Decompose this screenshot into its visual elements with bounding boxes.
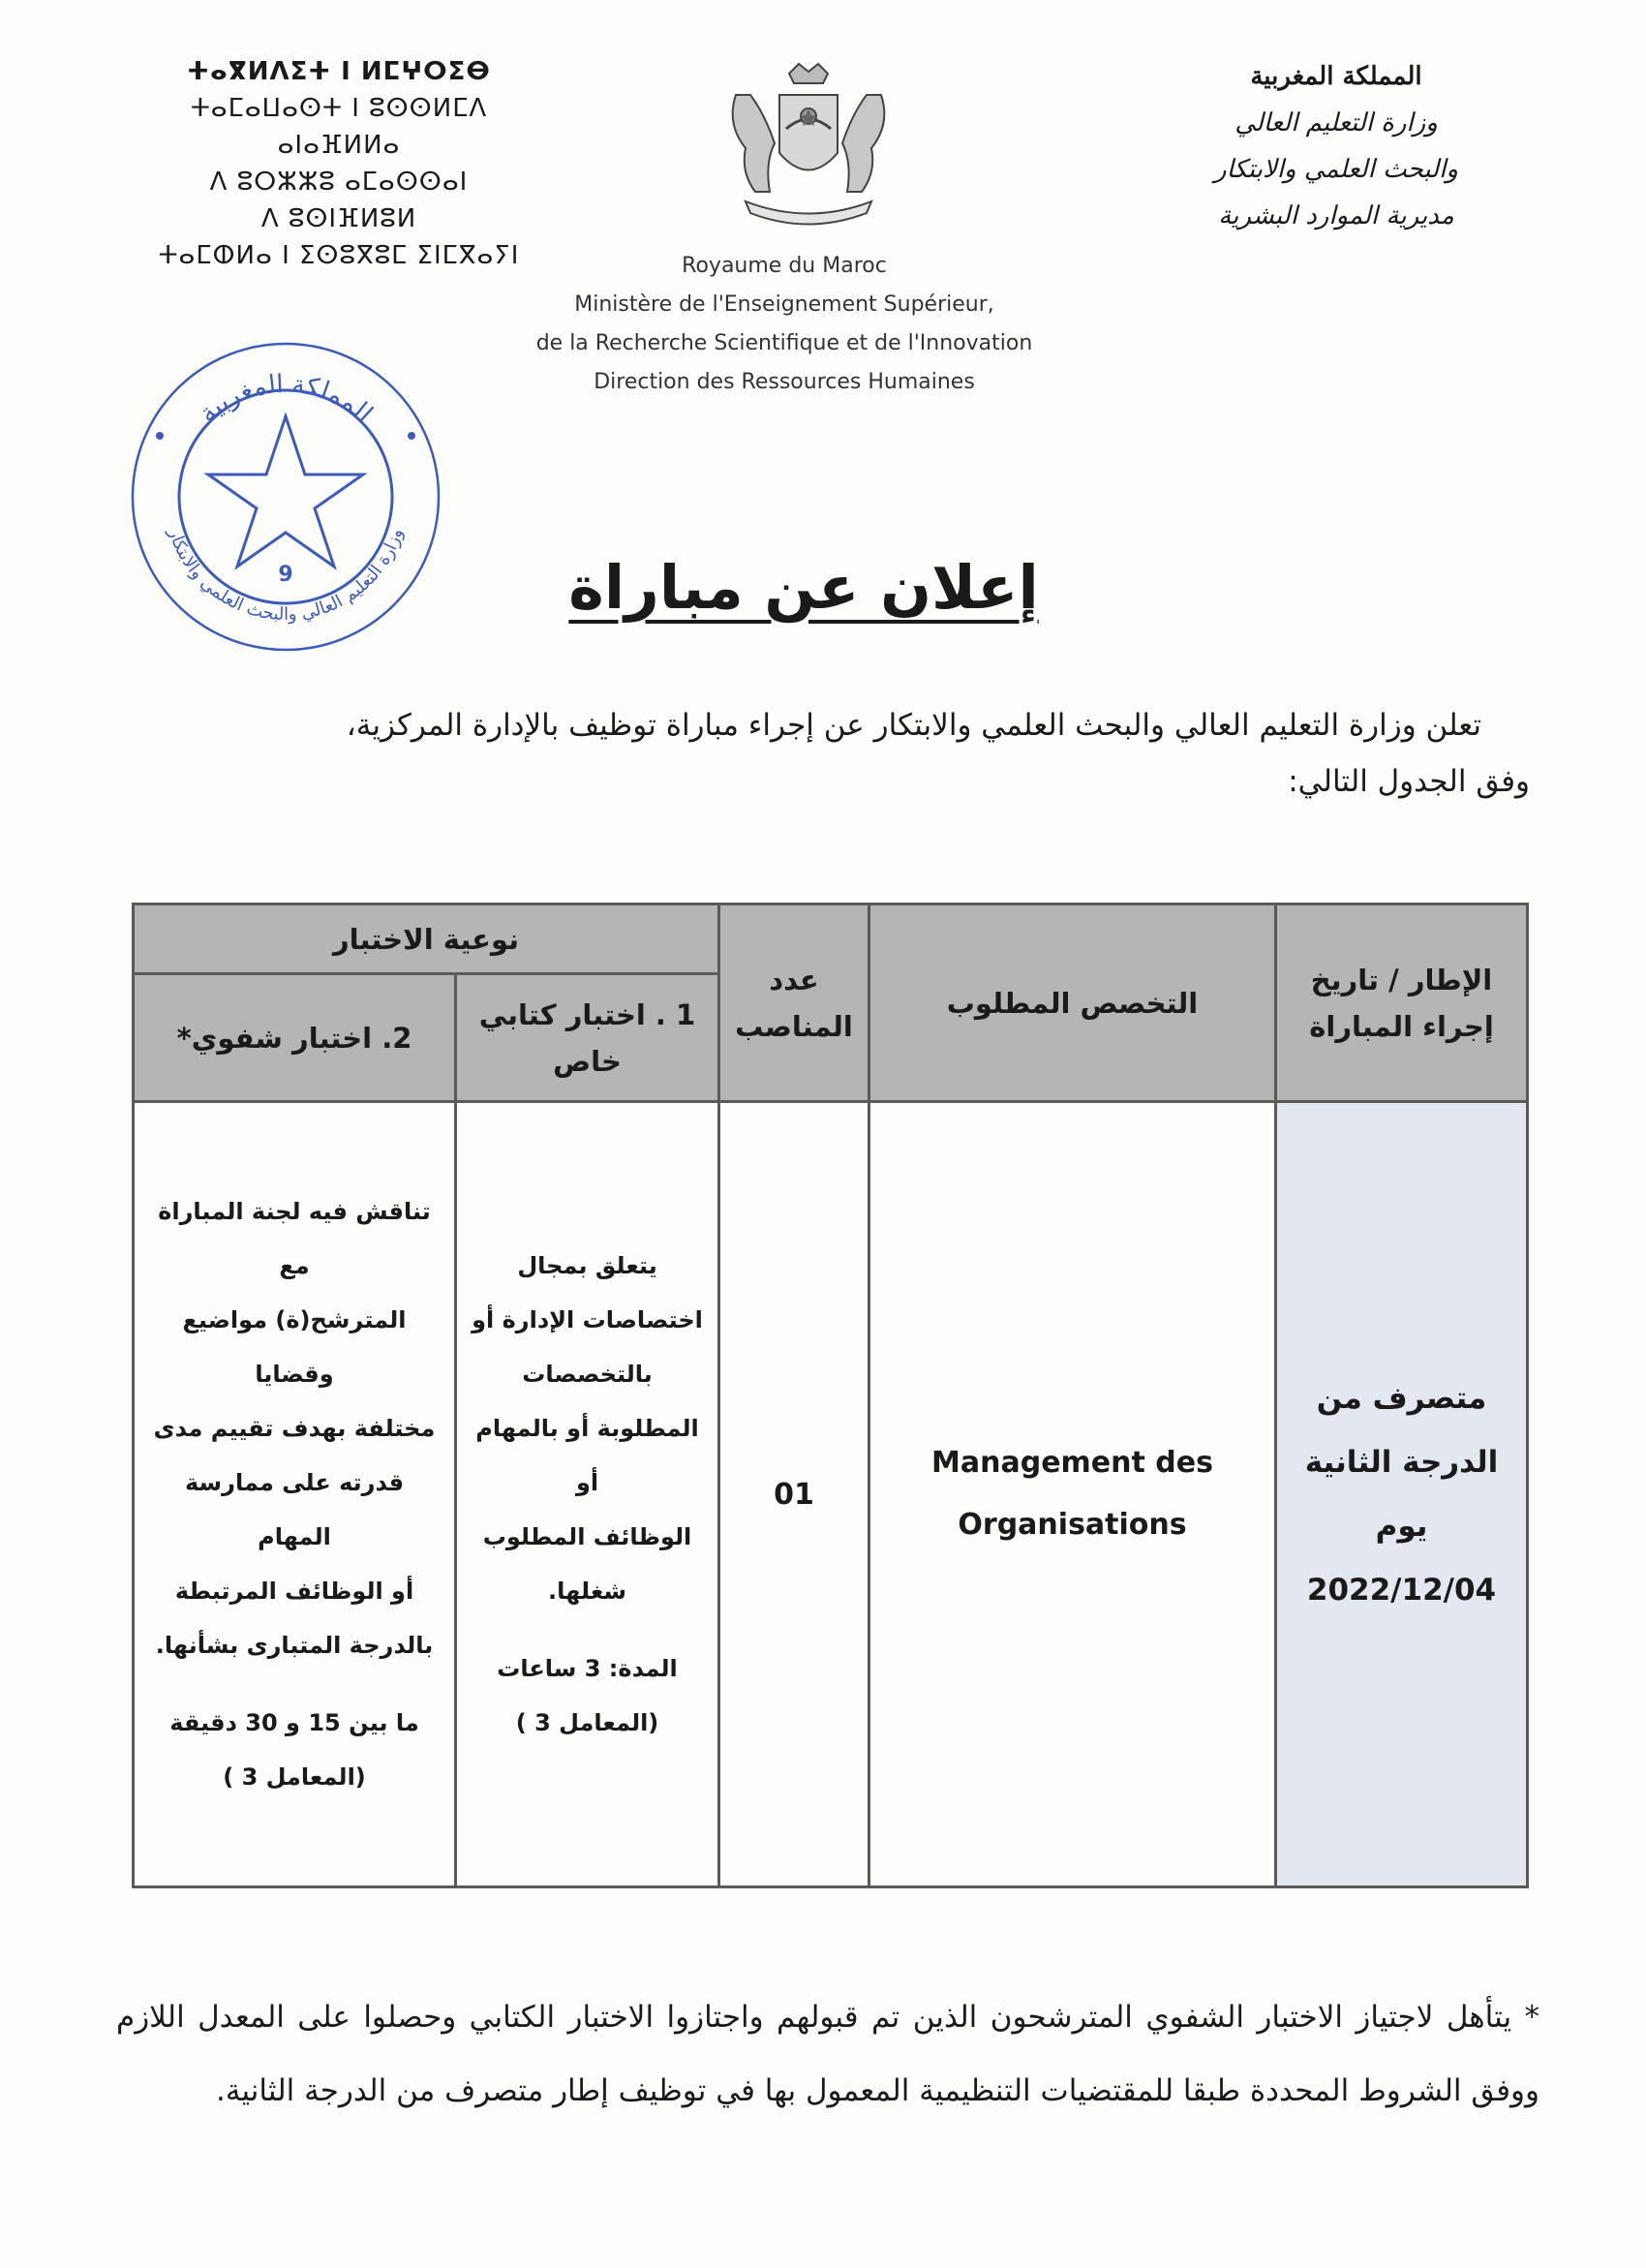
header-grade-date: الإطار / تاريخ إجراء المباراة xyxy=(1276,904,1528,1102)
oral-coefficient: (المعامل 3 ) xyxy=(223,1763,366,1791)
footnote: * يتأهل لاجتياز الاختبار الشفوي المترشحون الذين تم قبولهم واجتازوا الاختبار الكتابي وحصلوا على المعدل اللازم ووفق الشروط المحددة طبقا للمقتضيات التنظيمية المعمول بها في توظيف إطار متصرف من الدرجة الثانية. xyxy=(116,2000,1539,2108)
written-desc-line: الوظائف المطلوب xyxy=(482,1523,692,1550)
header-test-type: نوعية الاختبار xyxy=(134,904,719,974)
written-duration: المدة: 3 ساعات xyxy=(497,1655,678,1682)
written-desc-line: شغلها. xyxy=(548,1578,626,1605)
french-line: Ministère de l'Enseignement Supérieur, xyxy=(574,292,994,317)
oral-duration: ما بين 15 و 30 دقيقة xyxy=(169,1709,419,1736)
oral-desc-line: مختلفة بهدف تقييم مدى xyxy=(153,1415,436,1442)
written-coefficient: (المعامل 3 ) xyxy=(515,1709,659,1736)
intro-line: وفق الجدول التالي: xyxy=(1288,764,1530,799)
specialty-line: Management des xyxy=(931,1446,1213,1480)
oral-desc-line: المترشح(ة) مواضيع وقضايا xyxy=(182,1306,407,1388)
exam-date: 2022/12/04 xyxy=(1306,1573,1497,1608)
grade-line: الدرجة الثانية xyxy=(1304,1445,1499,1480)
header-french xyxy=(484,247,1084,402)
intro-paragraph xyxy=(107,697,1530,810)
arabic-line: وزارة التعليم العالي xyxy=(1234,108,1438,138)
header-positions: عدد المناصب xyxy=(719,904,869,1102)
stamp-bottom-text: وزارة التعليم العالي والبحث العلمي والابتكار xyxy=(164,526,408,626)
grade-date-cell xyxy=(1276,1102,1528,1887)
competition-table xyxy=(132,903,1526,1888)
header-specialty: التخصص المطلوب xyxy=(869,904,1276,1102)
oral-desc-line: أو الوظائف المرتبطة xyxy=(174,1578,414,1605)
oral-desc-line: بالدرجة المتبارى بشأنها. xyxy=(155,1632,434,1659)
oral-test-cell xyxy=(134,1102,456,1887)
french-line: Royaume du Maroc xyxy=(682,254,887,278)
specialty-line: Organisations xyxy=(958,1508,1187,1542)
written-test-cell xyxy=(456,1102,719,1887)
arabic-line: مديرية الموارد البشرية xyxy=(1218,201,1454,230)
tifinagh-line: ⴷ ⵓⵙⵏⴼⵍⵓⵍ xyxy=(260,204,417,233)
header-tifinagh xyxy=(145,53,533,274)
tifinagh-line: ⴷ ⵓⵔⵣⵣⵓ ⴰⵎⴰⵙⵙⴰⵏ xyxy=(209,168,469,197)
oral-desc-line: تناقش فيه لجنة المباراة مع xyxy=(158,1198,431,1279)
header-written-test: 1 . اختبار كتابي خاص xyxy=(456,974,719,1102)
arabic-line: المملكة المغربية xyxy=(1250,62,1422,91)
tifinagh-line: ⵜⴰⵎⵀⵍⴰ ⵏ ⵉⵙⵓⴳⵓⵎ ⵉⵏⵎⴳⴰⵢⵏ xyxy=(158,241,520,270)
grade-line: متصرف من xyxy=(1316,1381,1487,1416)
oral-desc-line: قدرته على ممارسة المهام xyxy=(184,1469,405,1550)
specialty-cell xyxy=(869,1102,1276,1887)
header-arabic xyxy=(1162,53,1510,239)
stamp-number: 9 xyxy=(278,563,293,587)
day-label: يوم xyxy=(1375,1509,1428,1544)
ministry-stamp xyxy=(121,334,450,654)
intro-line: تعلن وزارة التعليم العالي والبحث العلمي والابتكار عن إجراء مباراة توظيف بالإدارة المركزية، xyxy=(346,708,1481,743)
french-line: de la Recherche Scientifique et de l'Innovation xyxy=(535,331,1033,355)
coat-of-arms-icon xyxy=(707,56,910,230)
positions-cell: 01 xyxy=(719,1102,869,1887)
tifinagh-line: ⵜⴰⴳⵍⴷⵉⵜ ⵏ ⵍⵎⵖⵔⵉⴱ xyxy=(187,57,491,86)
written-desc-line: بالتخصصات xyxy=(522,1361,653,1388)
written-desc-line: يتعلق بمجال xyxy=(517,1252,657,1279)
page-title: إعلان عن مباراة xyxy=(568,552,1039,623)
arabic-line: والبحث العلمي والابتكار xyxy=(1214,155,1458,184)
written-desc-line: اختصاصات الإدارة أو xyxy=(472,1306,703,1333)
french-line: Direction des Ressources Humaines xyxy=(594,370,975,394)
written-desc-line: المطلوبة أو بالمهام أو xyxy=(475,1415,699,1496)
header-oral-test: 2. اختبار شفوي* xyxy=(134,974,456,1102)
tifinagh-line: ⵜⴰⵎⴰⵡⴰⵙⵜ ⵏ ⵓⵙⵙⵍⵎⴷ ⴰⵏⴰⴼⵍⵍⴰ xyxy=(190,94,488,160)
stamp-top-text: المملكة المغربية xyxy=(194,369,379,429)
